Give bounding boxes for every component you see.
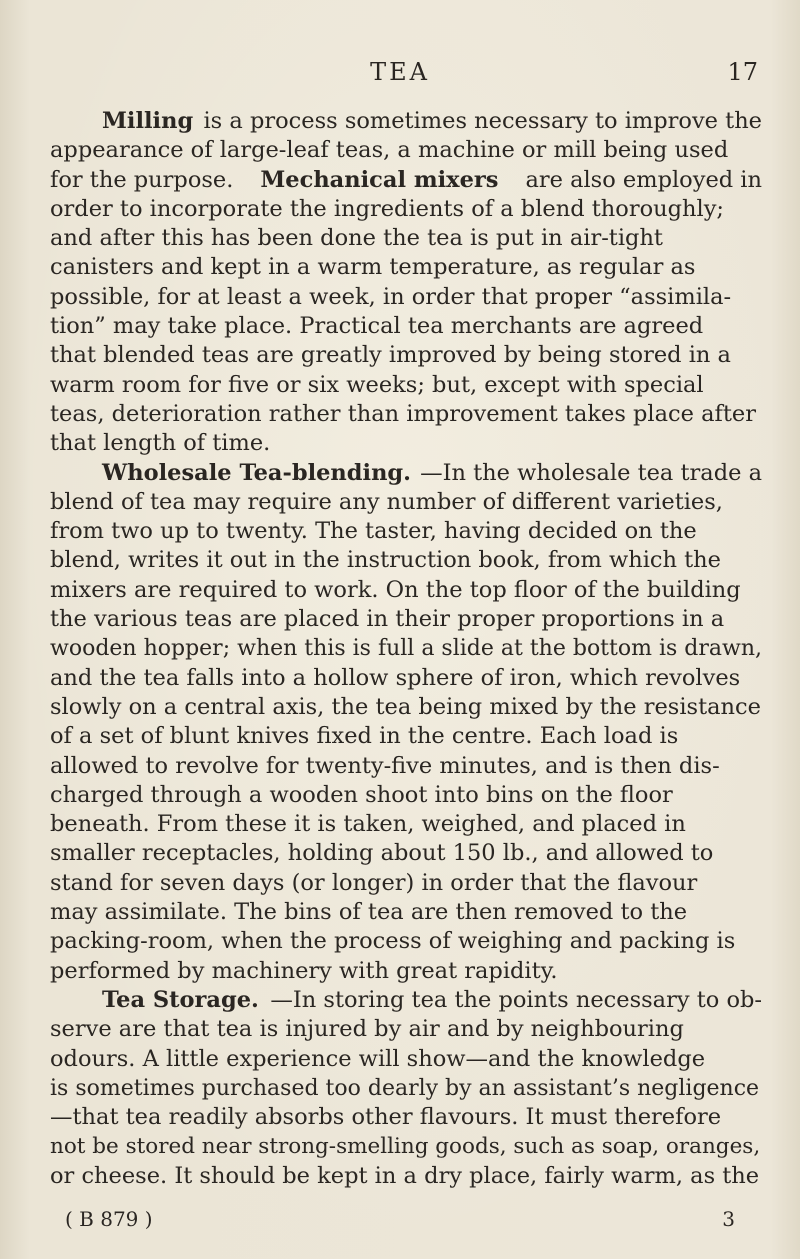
text-line [50,634,762,663]
running-title: TEA [370,58,430,86]
line-text: serve are that tea is injured by air and by neighbouring [50,1016,684,1043]
line-text: not be stored near strong-smelling goods, such as soap, oranges, [50,1134,761,1160]
text-line [50,986,762,1015]
line-text: mixers are required to work. On the top floor of the building [50,576,741,603]
run-in-heading-wholesale: Wholesale Tea-blending. [102,459,411,486]
text-line [50,576,762,605]
text-line [50,195,762,224]
text-line [50,722,762,751]
text-line [50,283,762,312]
text-line [50,927,762,956]
text-line [50,546,762,575]
line-text: wooden hopper; when this is full a slide at the bottom is drawn, [50,636,762,662]
line-text: blend, writes it out in the instruction book, from which the [50,547,721,574]
line-text: teas, deterioration rather than improvement takes place after [50,400,756,427]
text-line [50,752,762,781]
line-text: possible, for at least a week, in order that proper “assimila- [50,283,732,310]
line-text: and after this has been done the tea is put in air-tight [50,225,663,252]
text-line [50,1162,762,1191]
line-text: warm room for five or six weeks; but, except with special [50,371,704,398]
line-text: beneath. From these it is taken, weighed, and placed in [50,811,686,838]
line-text: is a process sometimes necessary to improve the [203,108,762,134]
line-text: that blended teas are greatly improved by being stored in a [50,342,731,369]
body-text [50,107,762,1191]
text-line [50,341,762,370]
text-line [50,781,762,810]
line-text: —that tea readily absorbs other flavours. It must therefore [50,1104,722,1131]
line-text: performed by machinery with great rapidity. [50,957,558,984]
text-line [50,312,762,341]
text-line [50,224,762,253]
line-text: that length of time. [50,430,271,457]
line-text: smaller receptacles, holding about 150 lb., and allowed to [50,840,714,867]
line-text: stand for seven days (or longer) in order that the flavour [50,869,698,896]
text-line [50,1074,762,1103]
text-line [50,459,762,488]
text-line [50,693,762,722]
line-text: are also employed in [525,166,762,193]
line-text: —In the wholesale tea trade a [420,459,762,486]
text-line [50,869,762,898]
text-line [50,664,762,693]
line-text: allowed to revolve for twenty-five minutes, and is then dis- [50,752,720,779]
line-text: odours. A little experience will show—and the knowledge [50,1045,706,1072]
line-text: —In storing tea the points necessary to ob- [270,986,762,1013]
text-line [50,898,762,927]
run-in-heading-mixers: Mechanical mixers [260,166,499,193]
text-line [50,1015,762,1044]
text-line [50,400,762,429]
text-line [50,371,762,400]
line-text: the various teas are placed in their proper proportions in a [50,606,725,633]
sheet-number: 3 [722,1207,735,1231]
text-line [50,605,762,634]
text-line [50,488,762,517]
page-number: 17 [727,58,758,86]
text-line [50,810,762,839]
line-text: appearance of large-leaf teas, a machine or mill being used [50,137,729,164]
run-in-heading-milling: Milling [102,108,194,134]
line-text: packing-room, when the process of weighing and packing is [50,928,736,955]
line-text: charged through a wooden shoot into bins on the floor [50,781,673,808]
line-text: may assimilate. The bins of tea are then removed to the [50,899,688,926]
text-line [50,166,762,195]
text-line [50,429,762,458]
printer-signature: ( B 879 ) [65,1207,153,1231]
text-line [50,517,762,546]
line-text: and the tea falls into a hollow sphere of iron, which revolves [50,664,741,691]
page-header [0,58,800,98]
text-line [50,253,762,282]
page-footer [65,1207,735,1237]
line-text: for the purpose. [50,166,234,193]
text-line [50,839,762,868]
line-text: from two up to twenty. The taster, having decided on the [50,518,697,545]
line-text: slowly on a central axis, the tea being mixed by the resistance [50,693,761,720]
line-text: blend of tea may require any number of different varieties, [50,488,723,515]
text-line [50,136,762,165]
line-text: of a set of blunt knives fixed in the centre. Each load is [50,723,679,750]
line-text: order to incorporate the ingredients of a blend thoroughly; [50,195,725,222]
text-line [50,1045,762,1074]
text-line [50,1103,762,1132]
line-text: tion” may take place. Practical tea merchants are agreed [50,313,704,340]
text-line [50,1132,762,1161]
run-in-heading-storage: Tea Storage. [102,986,259,1013]
line-text: canisters and kept in a warm temperature, as regular as [50,254,696,281]
text-line [50,957,762,986]
line-text: is sometimes purchased too dearly by an assistant’s negligence [50,1075,760,1101]
text-line [50,107,762,136]
line-text: or cheese. It should be kept in a dry place, fairly warm, as the [50,1162,760,1189]
